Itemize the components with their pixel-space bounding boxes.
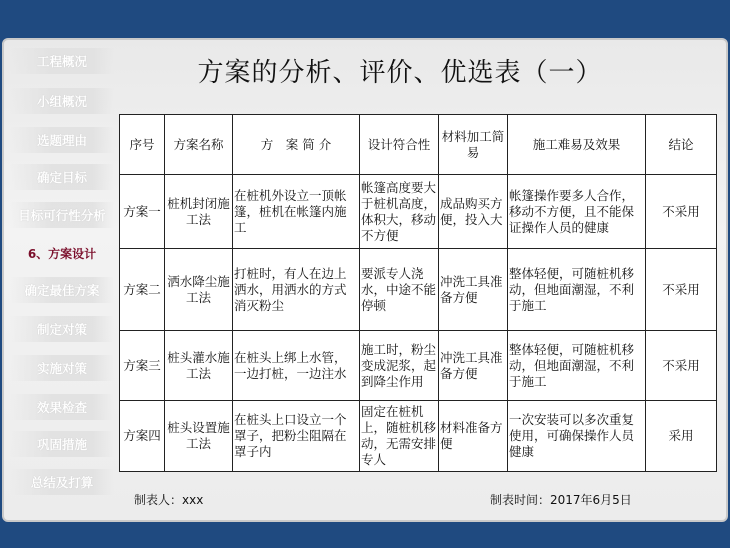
column-header: 方案名称 bbox=[165, 115, 233, 175]
sidebar-item-implement[interactable]: 实施对策 bbox=[10, 355, 114, 381]
table-row bbox=[120, 401, 717, 472]
column-header: 方 案 简 介 bbox=[233, 115, 360, 175]
table-cell: 洒水降尘施工法 bbox=[165, 249, 233, 331]
sidebar-nav bbox=[6, 44, 112, 520]
table-cell: 桩机封闭施工法 bbox=[165, 175, 233, 249]
table-cell: 帐篷操作要多人合作，移动不方便，且不能保证操作人员的健康 bbox=[508, 175, 646, 249]
table-cell: 在桩头上绑上水管，一边打桩，一边注水 bbox=[233, 331, 360, 401]
table-cell: 不采用 bbox=[646, 331, 717, 401]
sidebar-item-feasibility[interactable]: 目标可行性分析 bbox=[10, 202, 114, 228]
table-cell: 不采用 bbox=[646, 175, 717, 249]
table-cell: 一次安装可以多次重复使用，可确保操作人员健康 bbox=[508, 401, 646, 472]
table-row bbox=[120, 249, 717, 331]
table-cell: 成品购买方便，投入大 bbox=[439, 175, 508, 249]
table-cell: 方案四 bbox=[120, 401, 165, 472]
table-row bbox=[120, 331, 717, 401]
table-cell: 采用 bbox=[646, 401, 717, 472]
sidebar-item-consolidation[interactable]: 巩固措施 bbox=[10, 431, 114, 457]
sidebar-item-plan-design[interactable]: 6、方案设计 bbox=[27, 246, 97, 261]
sidebar-item-best-plan[interactable]: 确定最佳方案 bbox=[10, 277, 114, 303]
table-cell: 冲洗工具准备方便 bbox=[439, 249, 508, 331]
table-cell: 在桩头上口设立一个罩子，把粉尘阻隔在罩子内 bbox=[233, 401, 360, 472]
table-cell: 打桩时，有人在边上洒水，用洒水的方式消灭粉尘 bbox=[233, 249, 360, 331]
column-header: 结论 bbox=[646, 115, 717, 175]
sidebar-item-summary[interactable]: 总结及打算 bbox=[10, 469, 114, 495]
table-cell: 方案三 bbox=[120, 331, 165, 401]
table-cell: 整体轻便，可随桩机移动，但地面潮湿，不利于施工 bbox=[508, 249, 646, 331]
table-date: 制表时间：2017年6月5日 bbox=[490, 493, 632, 507]
table-cell: 桩头灌水施工法 bbox=[165, 331, 233, 401]
sidebar-item-topic-reason[interactable]: 选题理由 bbox=[10, 127, 114, 153]
table-row bbox=[120, 175, 717, 249]
table-cell: 整体轻便，可随桩机移动，但地面潮湿，不利于施工 bbox=[508, 331, 646, 401]
table-header-row bbox=[120, 115, 717, 175]
table-cell: 固定在桩机上，随桩机移动，无需安排专人 bbox=[360, 401, 439, 472]
sidebar-item-team-overview[interactable]: 小组概况 bbox=[10, 88, 114, 114]
table-cell: 方案二 bbox=[120, 249, 165, 331]
table-cell: 不采用 bbox=[646, 249, 717, 331]
sidebar-item-set-goal[interactable]: 确定目标 bbox=[10, 164, 114, 190]
column-header: 序号 bbox=[120, 115, 165, 175]
table-cell: 方案一 bbox=[120, 175, 165, 249]
plan-evaluation-table bbox=[119, 114, 717, 472]
column-header: 施工难易及效果 bbox=[508, 115, 646, 175]
table-maker: 制表人：xxx bbox=[134, 493, 204, 507]
table-cell: 在桩机外设立一顶帐篷，桩机在帐篷内施工 bbox=[233, 175, 360, 249]
table-cell: 要派专人浇水，中途不能停顿 bbox=[360, 249, 439, 331]
sidebar-item-effect-check[interactable]: 效果检查 bbox=[10, 394, 114, 420]
column-header: 设计符合性 bbox=[360, 115, 439, 175]
table-cell: 桩头设置施工法 bbox=[165, 401, 233, 472]
table-cell: 帐篷高度要大于桩机高度，体积大，移动不方便 bbox=[360, 175, 439, 249]
sidebar-item-project-overview[interactable]: 工程概况 bbox=[10, 48, 114, 74]
page-title: 方案的分析、评价、优选表（一） bbox=[197, 58, 603, 88]
column-header: 材料加工简易 bbox=[439, 115, 508, 175]
table-cell: 材料准备方便 bbox=[439, 401, 508, 472]
sidebar-item-countermeasures[interactable]: 制定对策 bbox=[10, 316, 114, 342]
table-cell: 施工时，粉尘变成泥浆，起到降尘作用 bbox=[360, 331, 439, 401]
table-cell: 冲洗工具准备方便 bbox=[439, 331, 508, 401]
